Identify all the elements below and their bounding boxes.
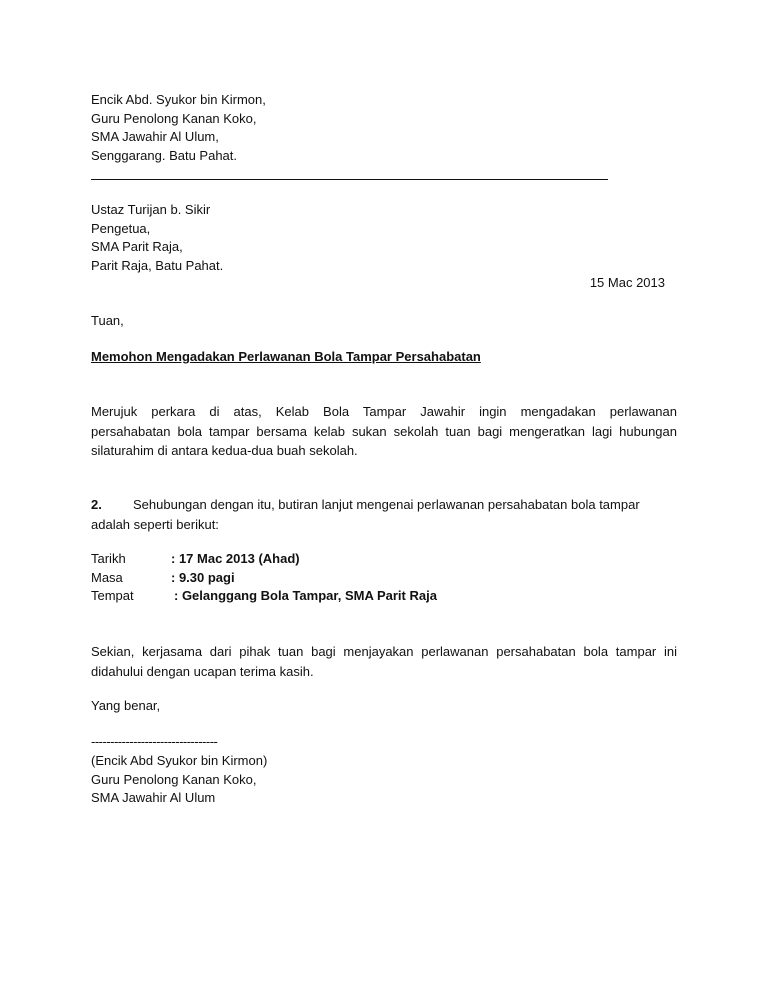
sender-address xyxy=(91,91,266,165)
recipient-address xyxy=(91,201,223,275)
sender-name: Encik Abd. Syukor bin Kirmon, xyxy=(91,92,266,107)
recipient-name: Ustaz Turijan b. Sikir xyxy=(91,202,211,217)
salutation: Tuan, xyxy=(91,313,124,328)
paragraph-1-line: silaturahim di antara kedua-dua buah sekolah. xyxy=(91,443,358,458)
sender-school: SMA Jawahir Al Ulum, xyxy=(91,129,219,144)
paragraph-1-line: Merujuk perkara di atas, Kelab Bola Tampar Jawahir ingin mengadakan perlawanan xyxy=(91,404,677,419)
paragraph-2 xyxy=(91,495,677,534)
recipient-location: Parit Raja, Batu Pahat. xyxy=(91,257,224,273)
detail-value: : 9.30 pagi xyxy=(171,569,235,585)
paragraph-3-line: Sekian, kerjasama dari pihak tuan bagi menjayakan perlawanan persahabatan bola tampar ini xyxy=(91,644,677,659)
signature-name: (Encik Abd Syukor bin Kirmon) xyxy=(91,753,268,768)
detail-value: : 17 Mac 2013 (Ahad) xyxy=(171,551,300,566)
sender-location: Senggarang. Batu Pahat. xyxy=(91,147,238,163)
letter-date: 15 Mac 2013 xyxy=(589,275,665,290)
signature-position: Guru Penolong Kanan Koko, xyxy=(91,771,257,787)
detail-label: Tarikh xyxy=(91,551,126,566)
paragraph-2-line: adalah seperti berikut: xyxy=(91,516,219,532)
signature-block xyxy=(91,752,267,808)
paragraph-1-line: persahabatan bola tampar bersama kelab sukan sekolah tuan bagi mengeratkan lagi hubungan xyxy=(91,423,677,439)
paragraph-3-line: didahului dengan ucapan terima kasih. xyxy=(91,663,314,679)
closing: Yang benar, xyxy=(91,698,161,713)
paragraph-number: 2. xyxy=(91,497,102,512)
recipient-position: Pengetua, xyxy=(91,220,151,236)
paragraph-2-first-line xyxy=(91,495,677,515)
paragraph-2-line: Sehubungan dengan itu, butiran lanjut mengenai perlawanan persahabatan bola tampar xyxy=(133,497,640,512)
paragraph-1 xyxy=(91,402,677,461)
recipient-school: SMA Parit Raja, xyxy=(91,239,183,254)
paragraph-3 xyxy=(91,642,677,681)
sender-position: Guru Penolong Kanan Koko, xyxy=(91,110,257,126)
detail-label: Tempat xyxy=(91,588,134,603)
detail-label: Masa xyxy=(91,569,123,585)
signature-school: SMA Jawahir Al Ulum xyxy=(91,790,216,805)
detail-value: : Gelanggang Bola Tampar, SMA Parit Raja xyxy=(174,588,437,603)
header-divider xyxy=(91,179,608,180)
letter-subject: Memohon Mengadakan Perlawanan Bola Tampar Persahabatan xyxy=(91,349,481,364)
signature-line: --------------------------------- xyxy=(91,734,218,749)
